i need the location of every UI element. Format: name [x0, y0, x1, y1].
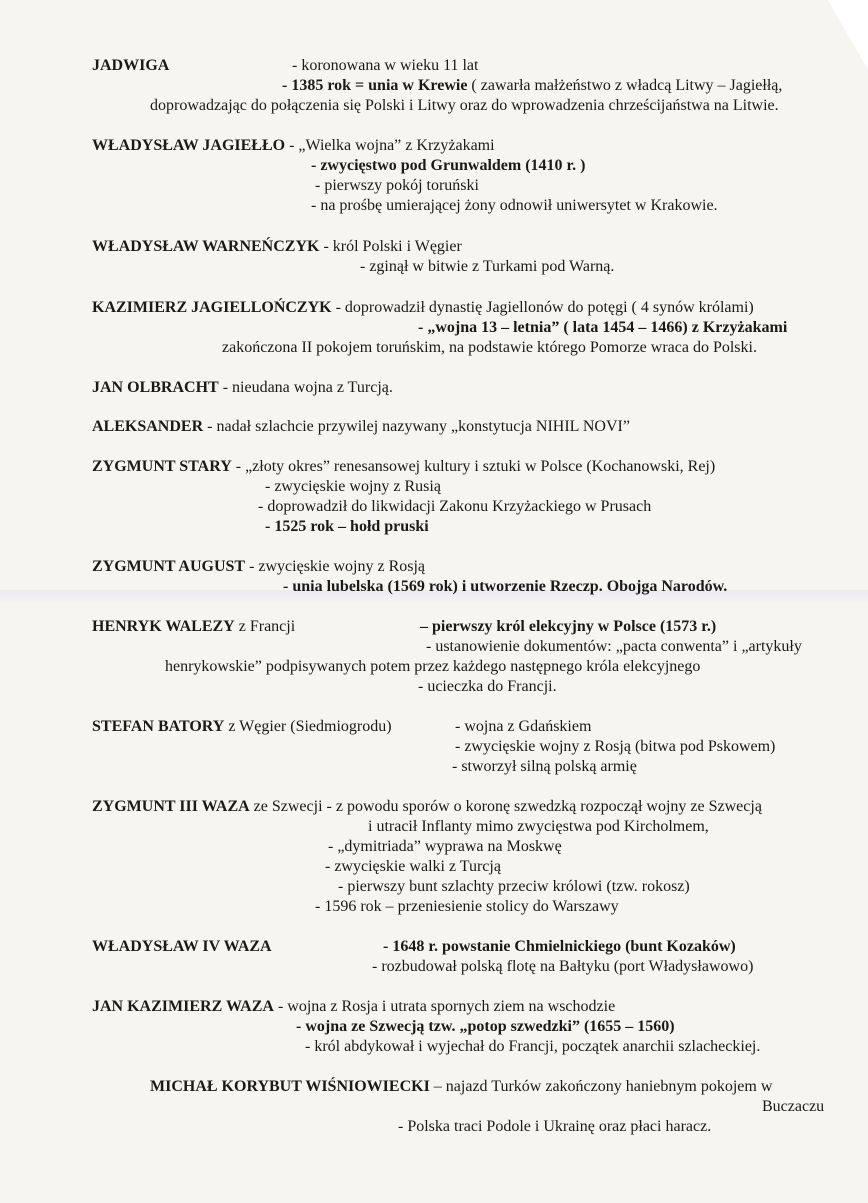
- stary-line2: - zwycięskie wojny z Rusią: [265, 478, 441, 495]
- kazimierz-waza-heading: [92, 997, 615, 1017]
- jagiello-line3: - pierwszy pokój toruński: [315, 177, 479, 194]
- kazimierz-line3: zakończona II pokojem toruńskim, na podstawie którego Pomorze wraca do Polski.: [222, 339, 757, 356]
- kazimierz-heading: [92, 298, 754, 318]
- batory-heading: [92, 717, 392, 737]
- stary-line4: - 1525 rok – hołd pruski: [265, 518, 429, 535]
- waza3-line2: i utracił Inflanty mimo zwycięstwa pod Kircholmem,: [368, 818, 709, 835]
- kazimierz-name: KAZIMIERZ JAGIELLOŃCZYK: [92, 299, 332, 316]
- walezy-line2: - ustanowienie dokumentów: „pacta conwenta” i „artykuły: [426, 638, 802, 655]
- jadwiga-line2-bold: - 1385 rok = unia w Krewie: [282, 77, 468, 94]
- kazimierz-waza-name: JAN KAZIMIERZ WAZA: [92, 998, 274, 1015]
- jagiello-name: WŁADYSŁAW JAGIEŁŁO: [92, 137, 286, 154]
- olbracht-name: JAN OLBRACHT: [92, 379, 219, 396]
- waza4-line1: - 1648 r. powstanie Chmielnickiego (bunt Kozaków): [383, 938, 736, 955]
- jagiello-heading: [92, 136, 495, 156]
- batory-name-rest: z Węgier (Siedmiogrodu): [224, 718, 392, 735]
- walezy-name: HENRYK WALEZY: [92, 618, 235, 635]
- warnenczyk-name: WŁADYSŁAW WARNEŃCZYK: [92, 238, 320, 255]
- warnenczyk-line2: - zginął w bitwie z Turkami pod Warną.: [360, 258, 615, 275]
- jadwiga-line3: doprowadzając do połączenia się Polski i Litwy oraz do wprowadzenia chrześcijaństwa na Litwie.: [150, 97, 779, 114]
- waza3-line3: - „dymitriada” wyprawa na Moskwę: [328, 838, 562, 855]
- waza4-name: WŁADYSŁAW IV WAZA: [92, 938, 272, 955]
- waza3-line1: - z powodu sporów o koronę szwedzką rozpoczął wojny ze Szwecją: [322, 798, 762, 815]
- batory-line1: - wojna z Gdańskiem: [455, 718, 592, 735]
- olbracht-line1: - nieudana wojna z Turcją.: [218, 379, 393, 396]
- kazimierz-waza-line1: - wojna z Rosja i utrata spornych ziem na wschodzie: [273, 998, 616, 1015]
- jagiello-line2: - zwycięstwo pod Grunwaldem (1410 r. ): [311, 157, 586, 174]
- wisniowiecki-line3: - Polska traci Podole i Ukrainę oraz płaci haracz.: [398, 1118, 712, 1135]
- aleksander-name: ALEKSANDER: [92, 418, 204, 435]
- batory-name: STEFAN BATORY: [92, 718, 225, 735]
- kazimierz-line2b: ( lata 1454 – 1466) z Krzyżakami: [559, 319, 788, 336]
- walezy-heading: [92, 617, 295, 637]
- jadwiga-line2: [282, 76, 782, 96]
- warnenczyk-line1: - król Polski i Węgier: [319, 238, 462, 255]
- wisniowiecki-line2: Buczaczu: [762, 1098, 825, 1115]
- waza4-line2: - rozbudował polską flotę na Bałtyku (port Władysławowo): [372, 958, 754, 975]
- august-name: ZYGMUNT AUGUST: [92, 558, 246, 575]
- jagiello-line1: - „Wielka wojna” z Krzyżakami: [285, 137, 495, 154]
- walezy-name-rest: z Francji: [234, 618, 296, 635]
- wisniowiecki-name: MICHAŁ KORYBUT WIŚNIOWIECKI: [150, 1078, 430, 1095]
- jadwiga-line2-rest: ( zawarła małżeństwo z władcą Litwy – Jagiełłą,: [467, 77, 783, 94]
- jagiello-line4: - na prośbę umierającej żony odnowił uniwersytet w Krakowie.: [311, 197, 718, 214]
- stary-line3: - doprowadził do likwidacji Zakonu Krzyżackiego w Prusach: [258, 498, 652, 515]
- stary-name: ZYGMUNT STARY: [92, 458, 232, 475]
- waza3-line5: - pierwszy bunt szlachty przeciw królowi (tzw. rokosz): [338, 878, 690, 895]
- aleksander-line1: - nadał szlachcie przywilej nazywany „konstytucja NIHIL NOVI”: [203, 418, 630, 435]
- wisniowiecki-heading: [150, 1077, 772, 1097]
- kazimierz-waza-line2: - wojna ze Szwecją tzw. „potop szwedzki” (1655 – 1560): [296, 1018, 675, 1035]
- aleksander-heading: [92, 417, 630, 437]
- kazimierz-line2: [418, 318, 787, 338]
- waza3-line4: - zwycięskie walki z Turcją: [325, 858, 501, 875]
- kazimierz-waza-line3: - król abdykował i wyjechał do Francji, początek anarchii szlacheckiej.: [305, 1038, 761, 1055]
- walezy-line3: henrykowskie” podpisywanych potem przez każdego następnego króla elekcyjnego: [165, 658, 701, 675]
- waza3-name: ZYGMUNT III WAZA: [92, 798, 250, 815]
- kazimierz-line2a: - „wojna 13 – letnia”: [418, 319, 560, 336]
- olbracht-heading: [92, 378, 393, 398]
- walezy-line1: – pierwszy król elekcyjny w Polsce (1573 r.): [420, 618, 717, 635]
- jadwiga-name: JADWIGA: [92, 57, 170, 74]
- waza3-heading: [92, 797, 762, 817]
- page-corner: [828, 0, 868, 70]
- waza3-line6: - 1596 rok – przeniesienie stolicy do Warszawy: [315, 898, 619, 915]
- walezy-line4: - ucieczka do Francji.: [418, 678, 557, 695]
- warnenczyk-heading: [92, 237, 462, 257]
- stary-line1: - „złoty okres” renesansowej kultury i sztuki w Polsce (Kochanowski, Rej): [231, 458, 716, 475]
- jadwiga-line1: - koronowana w wieku 11 lat: [292, 57, 479, 74]
- august-heading: [92, 557, 425, 577]
- august-line2: - unia lubelska (1569 rok) i utworzenie Rzeczp. Obojga Narodów.: [283, 578, 728, 595]
- august-line1: - zwycięskie wojny z Rosją: [245, 558, 426, 575]
- waza3-name-rest: ze Szwecji: [249, 798, 323, 815]
- stary-heading: [92, 457, 715, 477]
- batory-line3: - stworzył silną polską armię: [452, 758, 637, 775]
- batory-line2: - zwycięskie wojny z Rosją (bitwa pod Pskowem): [455, 738, 776, 755]
- kazimierz-line1: - doprowadził dynastię Jagiellonów do potęgi ( 4 synów królami): [331, 299, 754, 316]
- wisniowiecki-line1: – najazd Turków zakończony haniebnym pokojem w: [429, 1078, 773, 1095]
